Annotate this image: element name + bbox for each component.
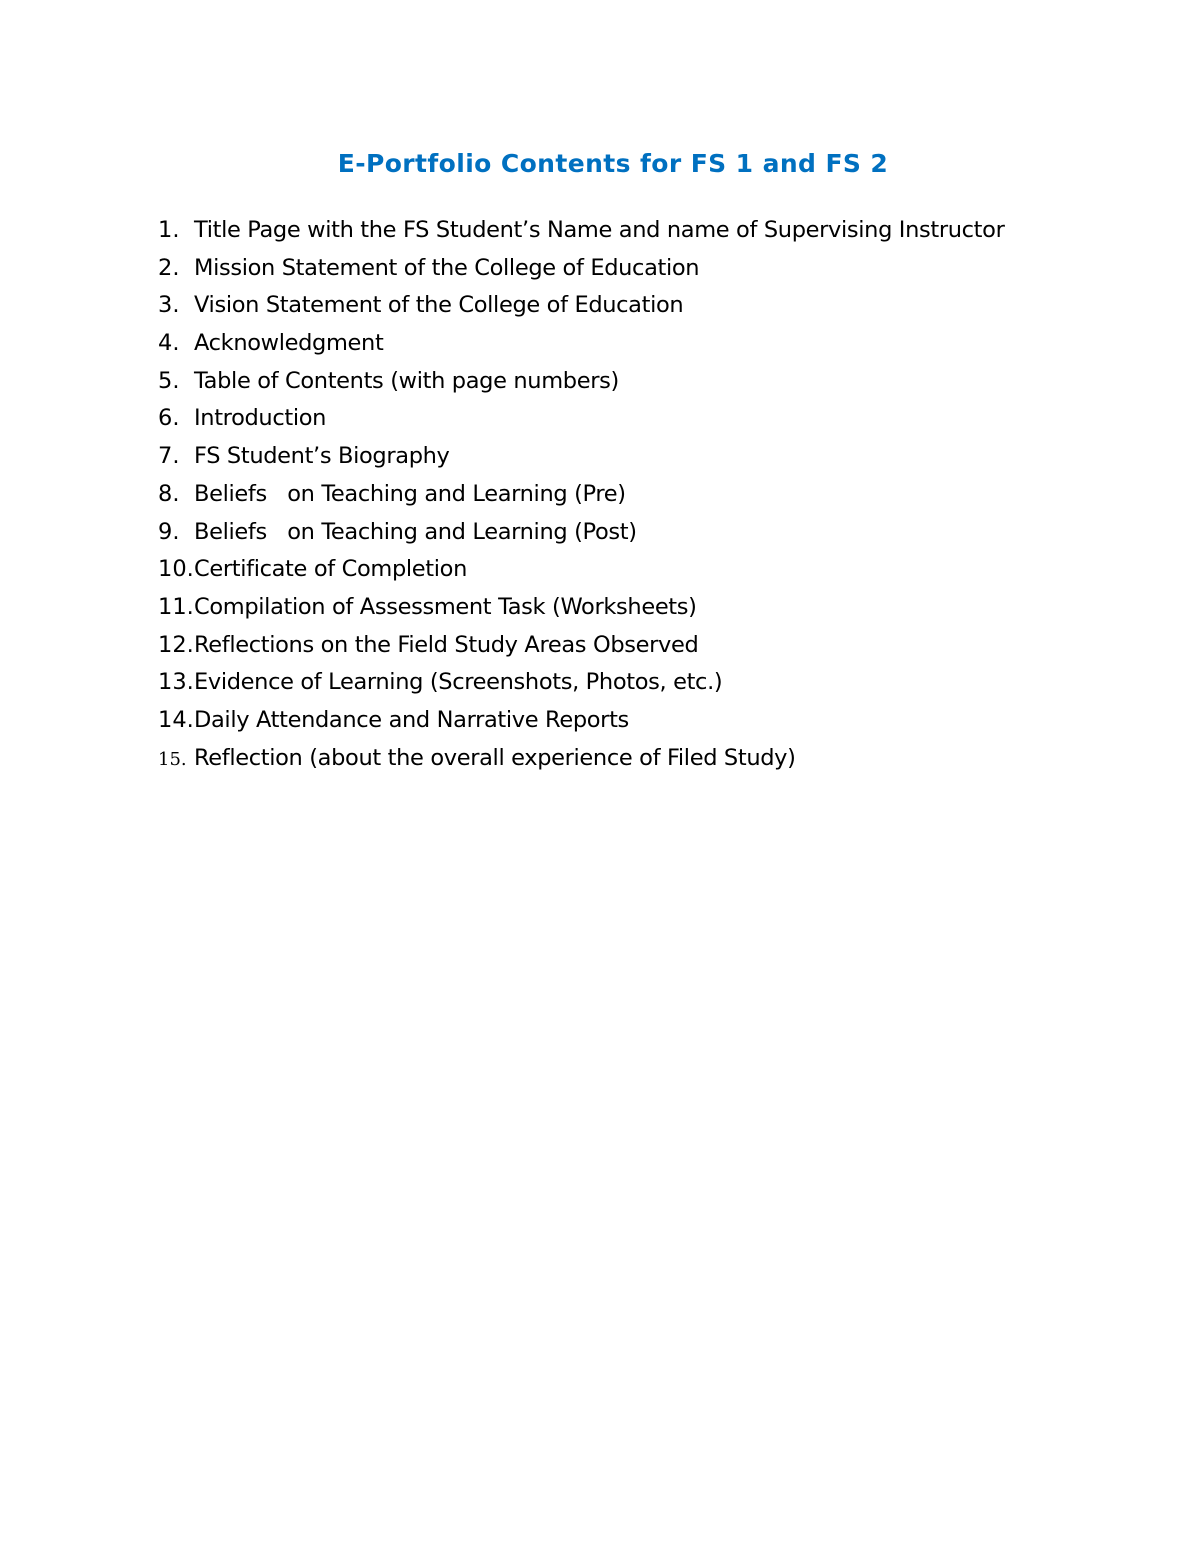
item-number: 1. <box>158 217 180 243</box>
item-number: 7. <box>158 443 180 470</box>
item-text: Introduction <box>194 405 327 432</box>
contents-list <box>158 212 1004 777</box>
list-item <box>158 589 1004 627</box>
list-item <box>158 438 1004 476</box>
list-item <box>158 664 1004 702</box>
item-text: Reflections on the Field Study Areas Observed <box>194 631 699 658</box>
item-number: 2. <box>158 254 180 281</box>
item-text: Mission Statement of the College of Education <box>194 254 700 281</box>
item-number: 6. <box>158 405 180 432</box>
item-number: 10. <box>158 556 194 583</box>
item-text: Beliefs on Teaching and Learning (Post) <box>194 518 637 545</box>
item-number: 8. <box>158 480 180 507</box>
item-number: 4. <box>158 330 180 357</box>
item-text: Title Page with the FS Student’s Name and name of Supervising Instructor <box>194 217 1005 243</box>
list-item <box>158 400 1004 438</box>
item-text: Compilation of Assessment Task (Worksheets) <box>194 593 697 620</box>
list-item <box>158 740 1004 778</box>
list-item <box>158 287 1004 325</box>
item-text: FS Student’s Biography <box>194 443 450 470</box>
item-number: 15. <box>158 748 187 770</box>
list-item <box>158 627 1004 665</box>
item-number: 5. <box>158 367 180 394</box>
item-text: Reflection (about the overall experience of Filed Study) <box>194 744 796 771</box>
item-text: Evidence of Learning (Screenshots, Photos, etc.) <box>194 669 723 696</box>
list-item <box>158 551 1004 589</box>
item-text: Table of Contents (with page numbers) <box>194 367 619 394</box>
item-number: 13. <box>158 669 194 696</box>
item-number: 9. <box>158 518 180 545</box>
item-number: 11. <box>158 593 194 620</box>
item-number: 12. <box>158 631 194 658</box>
item-text: Vision Statement of the College of Education <box>194 292 684 319</box>
item-number: 14. <box>158 706 194 733</box>
item-number: 3. <box>158 292 180 319</box>
list-item <box>158 212 1004 250</box>
list-item <box>158 250 1004 288</box>
item-text: Acknowledgment <box>194 330 384 357</box>
list-item <box>158 702 1004 740</box>
list-item <box>158 325 1004 363</box>
item-text: Certificate of Completion <box>194 556 467 583</box>
list-item <box>158 476 1004 514</box>
item-text: Beliefs on Teaching and Learning (Pre) <box>194 480 626 507</box>
item-text: Daily Attendance and Narrative Reports <box>194 706 629 733</box>
list-item <box>158 363 1004 401</box>
document-title: E-Portfolio Contents for FS 1 and FS 2 <box>337 149 889 178</box>
list-item <box>158 514 1004 552</box>
